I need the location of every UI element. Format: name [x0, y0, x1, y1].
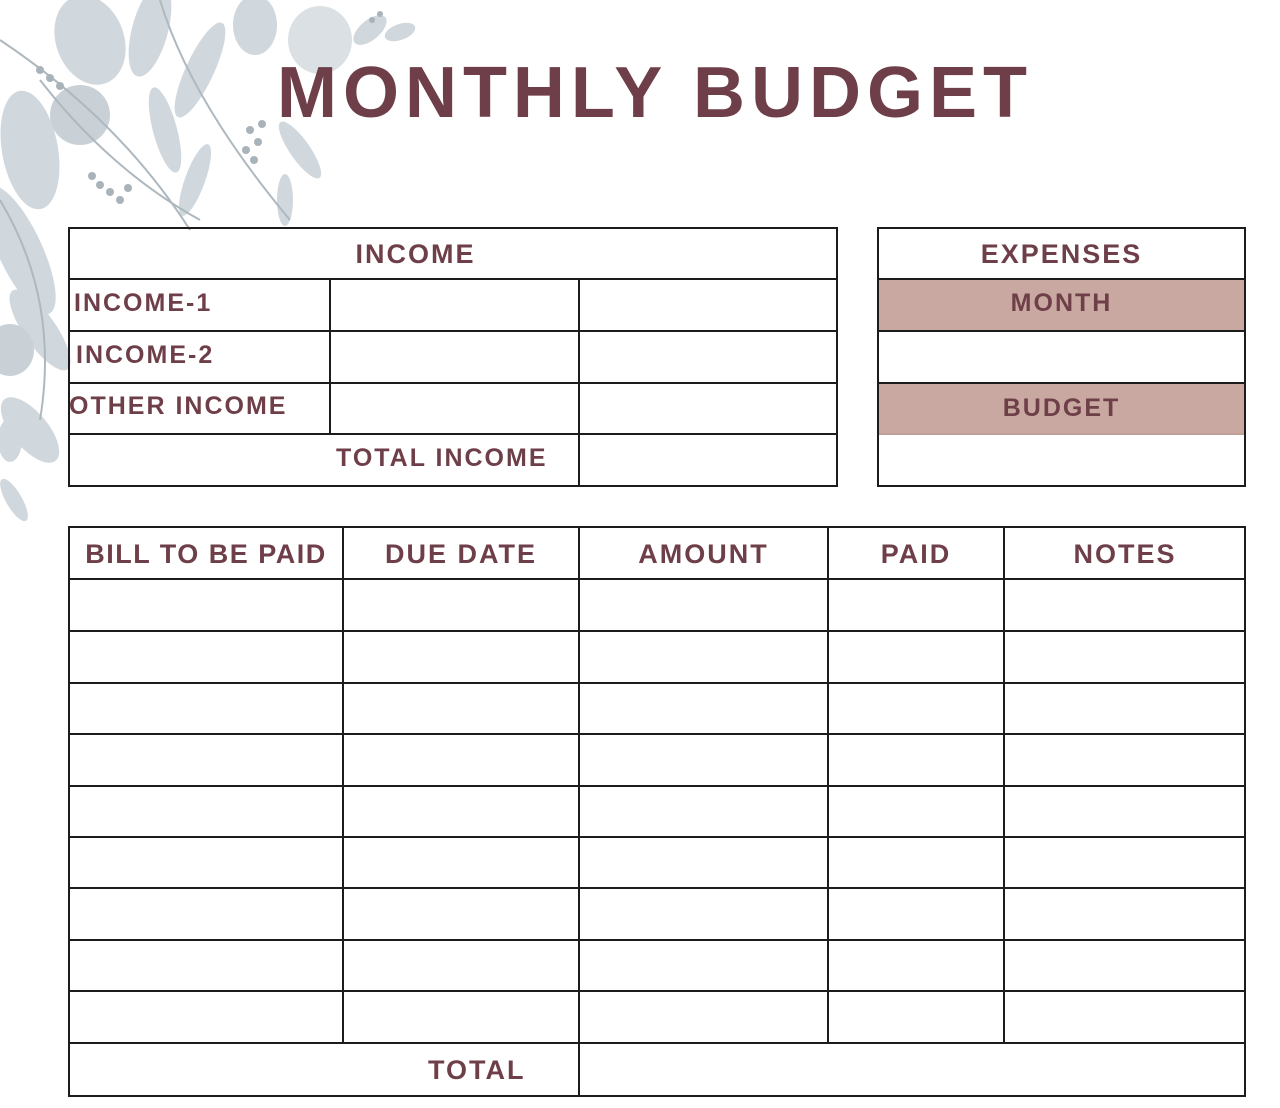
income-1-amount[interactable] — [331, 280, 578, 330]
bill-cell-notes[interactable] — [1005, 941, 1244, 990]
budget-label: BUDGET — [1002, 394, 1121, 422]
income-row-label-1: INCOME-1 — [74, 289, 213, 317]
bill-cell-notes[interactable] — [1005, 735, 1244, 785]
bill-cell-notes[interactable] — [1005, 580, 1244, 630]
bill-cell-notes[interactable] — [1005, 787, 1244, 836]
bill-cell-amount[interactable] — [580, 684, 827, 733]
total-value[interactable] — [580, 1044, 1244, 1095]
bill-cell-paid[interactable] — [829, 889, 1003, 939]
bill-cell-due-date[interactable] — [344, 941, 578, 990]
bill-cell-paid[interactable] — [829, 838, 1003, 887]
income-row-label-3: OTHER INCOME — [69, 392, 288, 420]
income-header: INCOME — [355, 239, 476, 269]
bill-cell-paid[interactable] — [829, 684, 1003, 733]
budget-value[interactable] — [879, 435, 1244, 485]
bill-cell-paid[interactable] — [829, 580, 1003, 630]
bill-cell-paid[interactable] — [829, 992, 1003, 1042]
bill-cell-bill[interactable] — [70, 580, 342, 630]
bill-cell-amount[interactable] — [580, 992, 827, 1042]
bill-cell-due-date[interactable] — [344, 735, 578, 785]
income-2-extra[interactable] — [580, 332, 836, 382]
bill-cell-amount[interactable] — [580, 889, 827, 939]
income-1-extra[interactable] — [580, 280, 836, 330]
month-label: MONTH — [1010, 289, 1113, 317]
bill-cell-bill[interactable] — [70, 632, 342, 682]
bill-cell-amount[interactable] — [580, 632, 827, 682]
other-income-amount[interactable] — [331, 384, 578, 433]
bill-cell-amount[interactable] — [580, 941, 827, 990]
expenses-header: EXPENSES — [980, 239, 1143, 269]
bill-cell-bill[interactable] — [70, 735, 342, 785]
income-2-amount[interactable] — [331, 332, 578, 382]
bill-cell-due-date[interactable] — [344, 838, 578, 887]
col-header-notes: NOTES — [1073, 539, 1177, 569]
bill-cell-bill[interactable] — [70, 889, 342, 939]
col-header-bill: BILL TO BE PAID — [85, 539, 327, 569]
bill-cell-bill[interactable] — [70, 992, 342, 1042]
income-row-label-2: INCOME-2 — [76, 341, 215, 369]
total-income-value[interactable] — [580, 435, 836, 485]
page-title: MONTHLY BUDGET — [276, 53, 1034, 133]
bill-cell-due-date[interactable] — [344, 992, 578, 1042]
month-value[interactable] — [879, 332, 1244, 382]
bill-cell-bill[interactable] — [70, 838, 342, 887]
bill-cell-amount[interactable] — [580, 787, 827, 836]
bill-cell-notes[interactable] — [1005, 838, 1244, 887]
total-label: TOTAL — [428, 1055, 526, 1085]
other-income-extra[interactable] — [580, 384, 836, 433]
bill-cell-due-date[interactable] — [344, 684, 578, 733]
bill-cell-due-date[interactable] — [344, 787, 578, 836]
bill-cell-amount[interactable] — [580, 735, 827, 785]
bill-cell-notes[interactable] — [1005, 992, 1244, 1042]
col-header-due-date: DUE DATE — [384, 539, 537, 569]
bill-cell-due-date[interactable] — [344, 580, 578, 630]
bill-cell-due-date[interactable] — [344, 889, 578, 939]
bill-cell-notes[interactable] — [1005, 889, 1244, 939]
col-header-amount: AMOUNT — [638, 539, 769, 569]
col-header-paid: PAID — [880, 539, 952, 569]
bill-cell-bill[interactable] — [70, 787, 342, 836]
bill-cell-paid[interactable] — [829, 735, 1003, 785]
bill-cell-bill[interactable] — [70, 941, 342, 990]
bill-cell-notes[interactable] — [1005, 632, 1244, 682]
bill-cell-bill[interactable] — [70, 684, 342, 733]
bill-cell-paid[interactable] — [829, 632, 1003, 682]
bill-cell-due-date[interactable] — [344, 632, 578, 682]
bill-cell-amount[interactable] — [580, 580, 827, 630]
bill-cell-amount[interactable] — [580, 838, 827, 887]
bill-cell-paid[interactable] — [829, 787, 1003, 836]
total-income-label: TOTAL INCOME — [336, 444, 548, 472]
bill-cell-notes[interactable] — [1005, 684, 1244, 733]
bill-cell-paid[interactable] — [829, 941, 1003, 990]
